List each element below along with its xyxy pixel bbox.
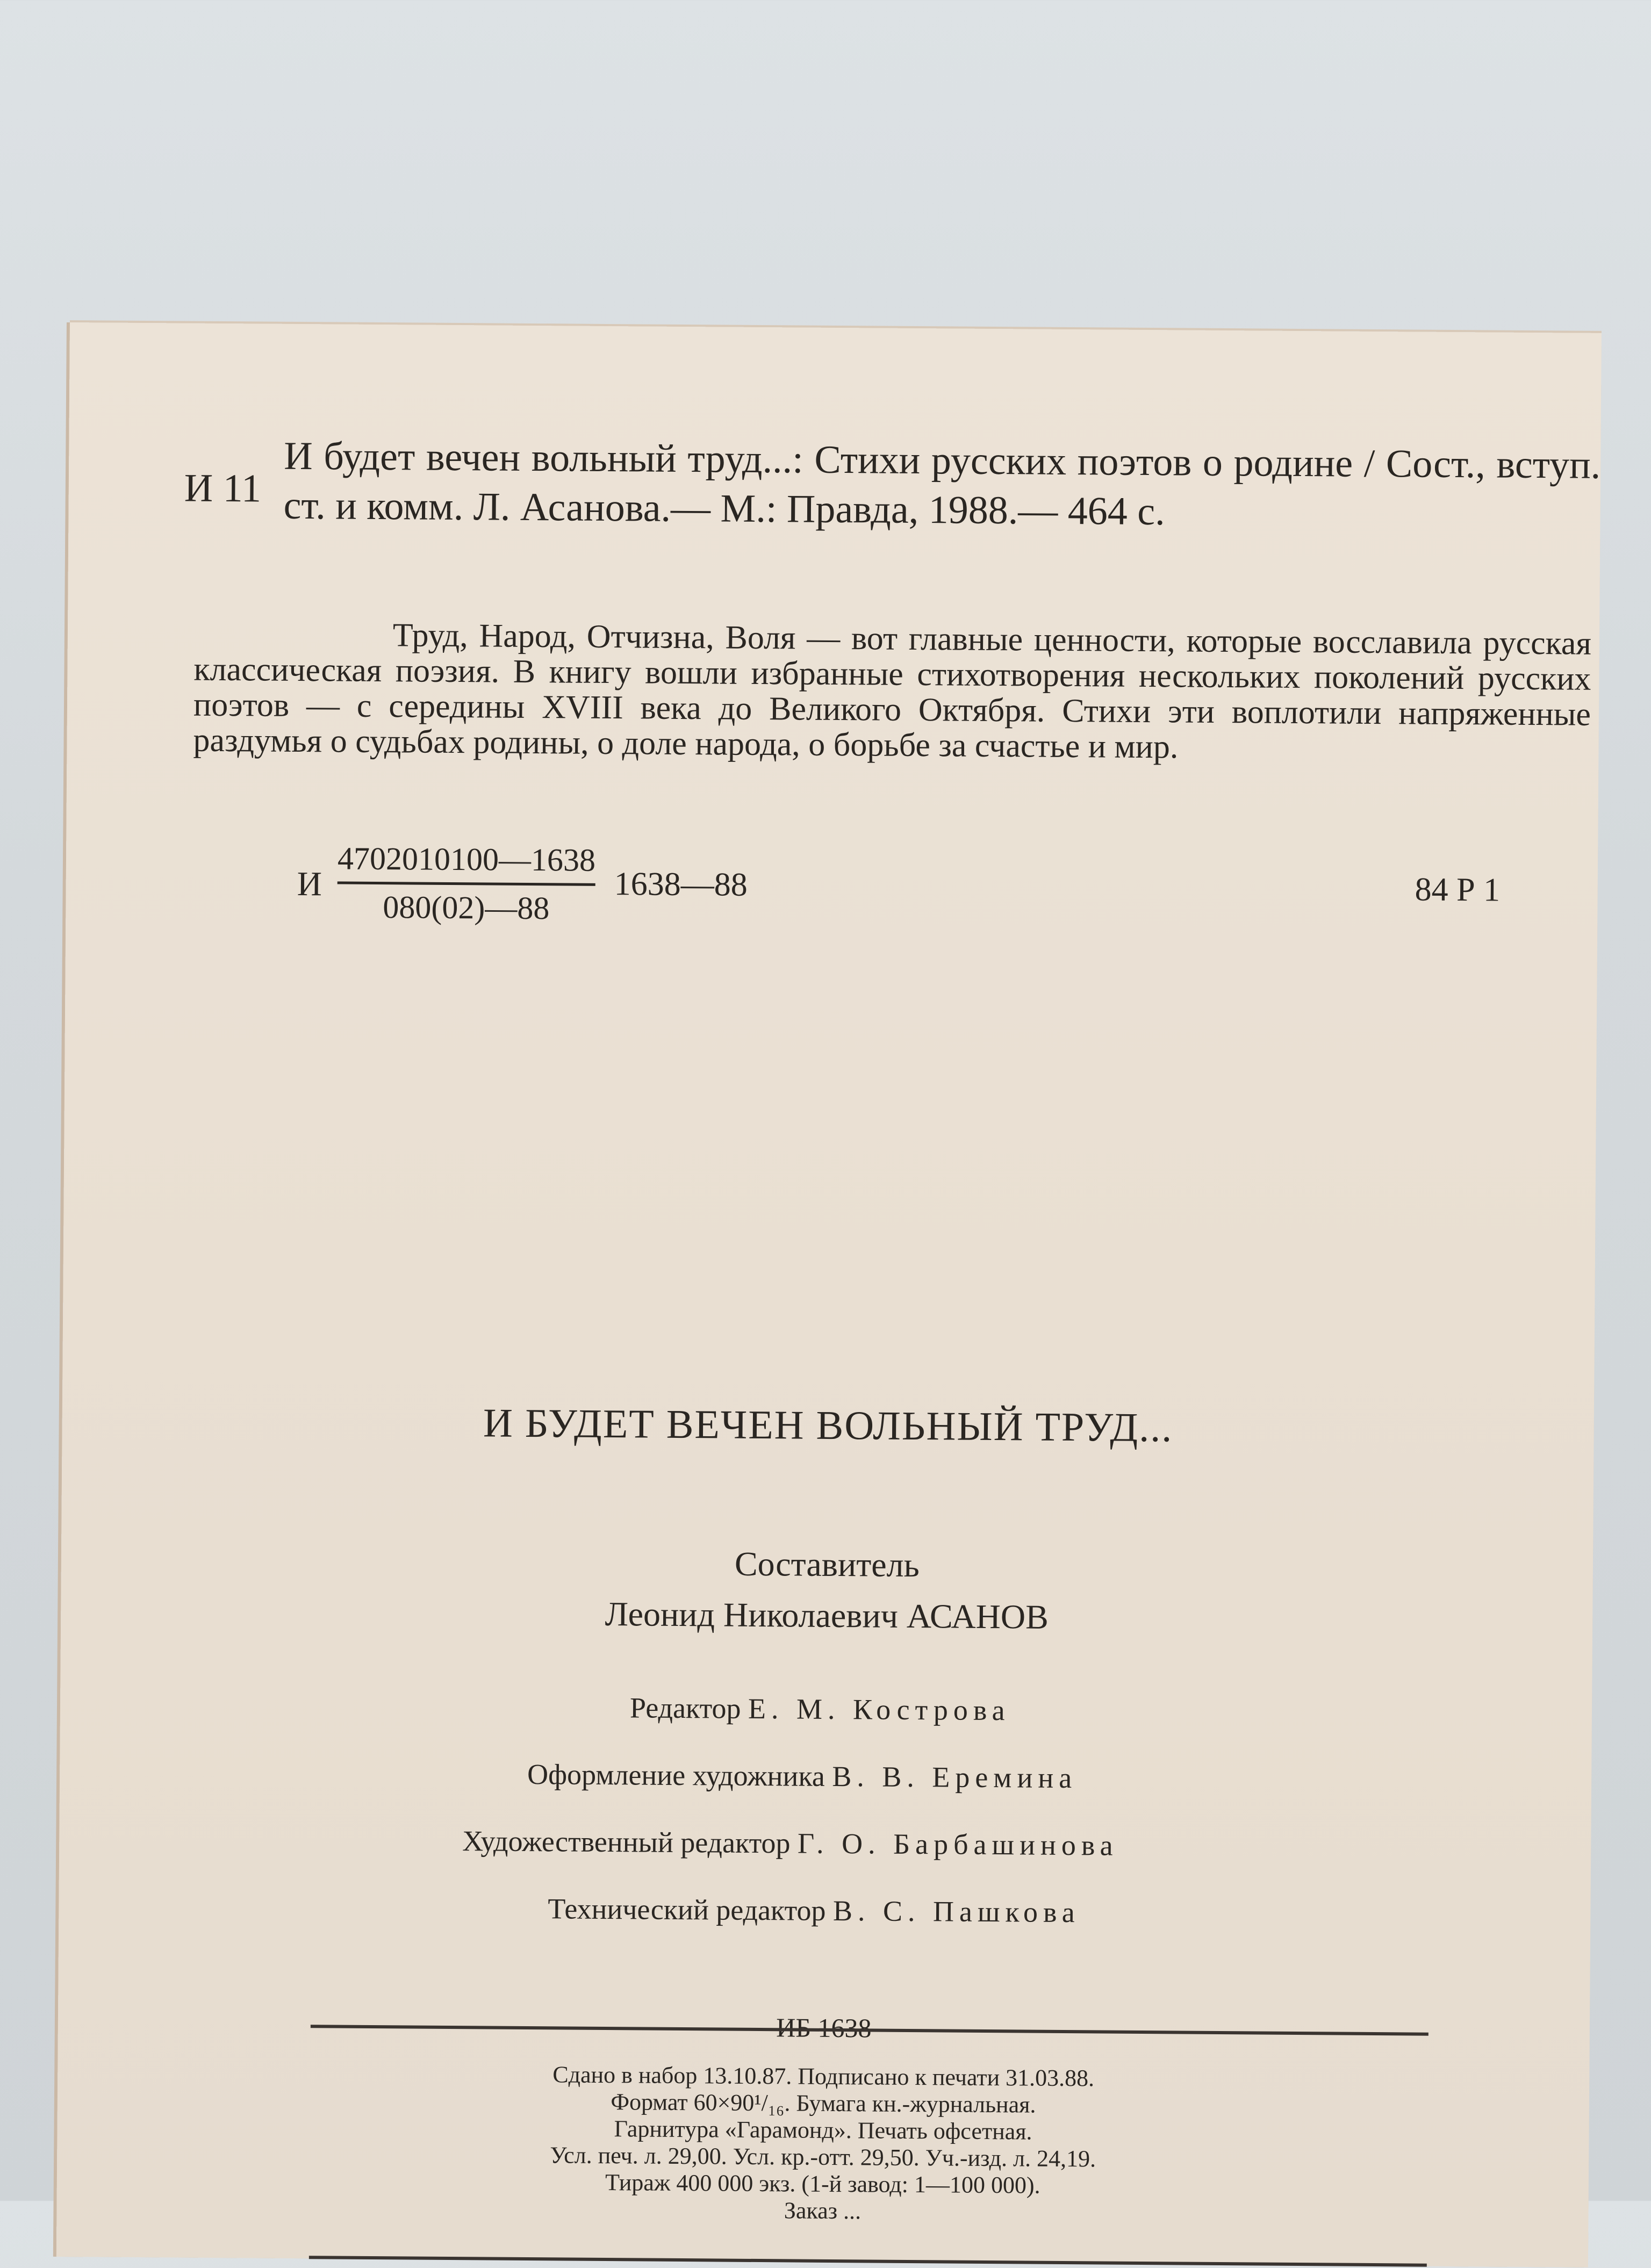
imprint-line: Усл. печ. л. 29,00. Усл. кр.-отт. 29,50. Уч.-изд. л. 24,19. — [550, 2142, 1096, 2172]
compiler-name: Леонид Николаевич АСАНОВ — [605, 1595, 1049, 1636]
imprint-line: Сдано в набор 13.10.87. Подписано к печати 31.03.88. — [552, 2061, 1095, 2092]
index-fraction — [337, 840, 595, 927]
credit-tech-editor — [548, 1892, 1080, 1929]
book-title: И БУДЕТ ВЕЧЕН ВОЛЬНЫЙ ТРУД... — [483, 1400, 1173, 1451]
credit-name: В. В. Еремина — [832, 1760, 1078, 1795]
index-letter: И — [297, 864, 322, 903]
ib-number: ИБ 1638 — [776, 2012, 872, 2043]
compiler-label: Составитель — [734, 1544, 920, 1585]
credit-role: Художественный редактор — [462, 1825, 791, 1860]
book-page — [56, 322, 1602, 2267]
classification-code: 84 Р 1 — [1415, 871, 1501, 909]
credit-name: Г. О. Барбашинова — [797, 1827, 1118, 1862]
annotation: Труд, Народ, Отчизна, Воля — вот главные ценности, которые восславила русская классическая поэзия. В книгу вошли избранные стихотворения нескольких поколений русских поэтов — с середины XVIII века до Великого Октября. Стихи эти воплотили напряженные раздумья о судьбах родины, о доле народа, о борьбе за счастье и мир. — [193, 617, 1592, 766]
index-code: 1638—88 — [614, 866, 748, 903]
credit-role: Редактор — [629, 1691, 741, 1725]
index-numerator: 4702010100—1638 — [338, 840, 596, 886]
credit-name: В. С. Пашкова — [832, 1894, 1080, 1929]
imprint-line: Заказ ... — [784, 2197, 862, 2224]
imprint-line: Тираж 400 000 экз. (1-й завод: 1—100 000). — [605, 2169, 1040, 2199]
credit-design — [527, 1758, 1078, 1795]
catalog-code: И 11 — [184, 466, 262, 511]
imprint-bottom-rule — [309, 2256, 1427, 2267]
credit-role: Оформление художника — [527, 1758, 826, 1792]
imprint-line: Гарнитура «Гарамонд». Печать офсетная. — [614, 2115, 1032, 2145]
credit-editor — [630, 1691, 1010, 1727]
imprint-line: Формат 60×90¹/₁₆. Бумага кн.-журнальная. — [611, 2089, 1036, 2118]
index-denominator: 080(02)—88 — [383, 889, 550, 926]
bibliographic-entry: И будет вечен вольный труд...: Стихи русских поэтов о родине / Сост., вступ. ст. и комм. Л. Асанова.— М.: Правда, 1988.— 464 с. — [283, 434, 1601, 534]
credit-art-editor — [462, 1824, 1118, 1862]
credit-role: Технический редактор — [548, 1892, 826, 1927]
credit-name: Е. М. Кострова — [748, 1692, 1010, 1727]
